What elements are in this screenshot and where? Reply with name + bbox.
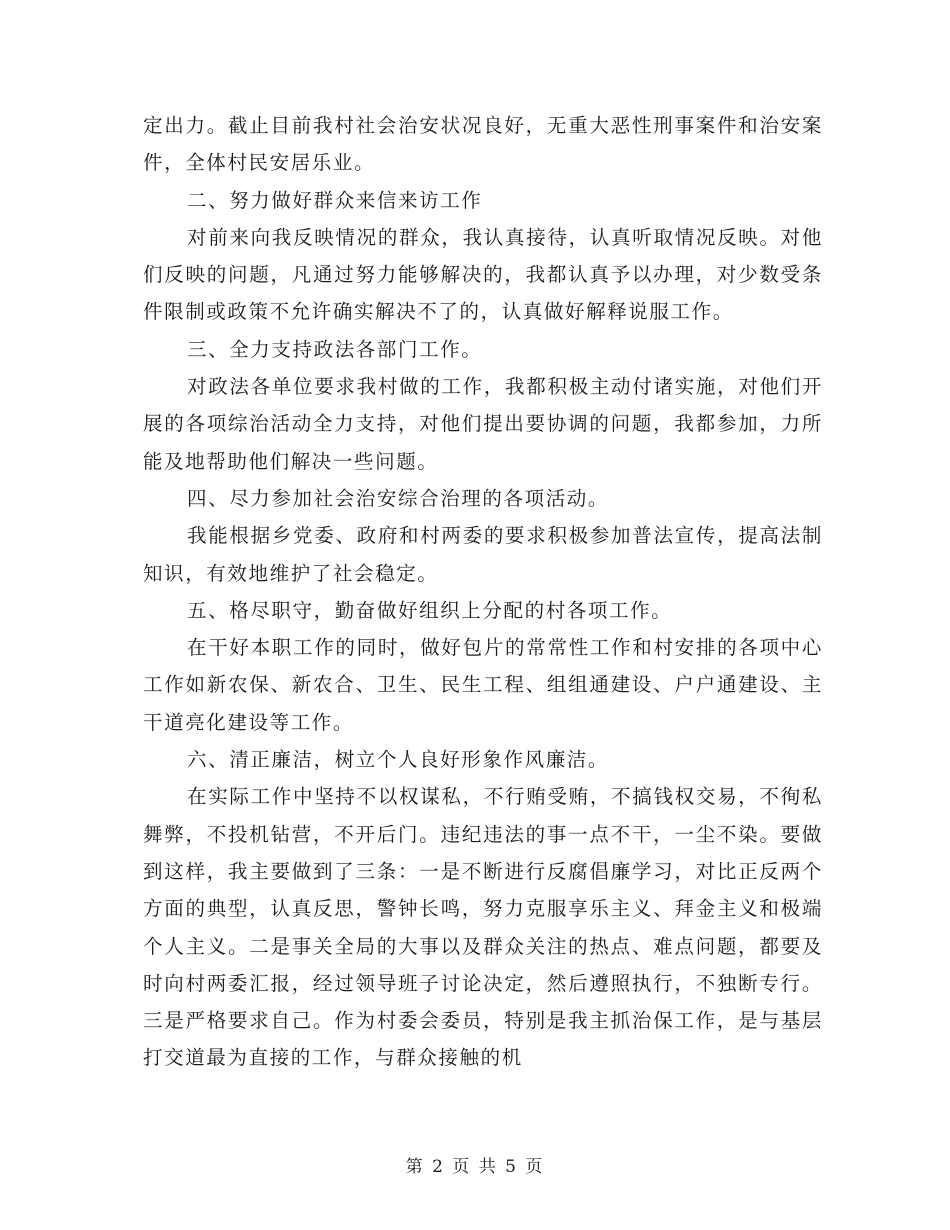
paragraph-3: 对政法各单位要求我村做的工作，我都积极主动付诸实施，对他们开展的各项综治活动全力支持，对他们提出要协调的问题，我都参加，力所能及地帮助他们解决一些问题。	[143, 375, 823, 473]
page-footer	[0, 1152, 950, 1177]
paragraph-5: 在干好本职工作的同时，做好包片的常常性工作和村安排的各项中心工作如新农保、新农合、卫生、民生工程、组组通建设、户户通建设、主干道亮化建设等工作。	[143, 636, 823, 734]
paragraph-6: 在实际工作中坚持不以权谋私，不行贿受贿，不搞钱权交易，不徇私舞弊，不投机钻营，不开后门。违纪违法的事一点不干，一尘不染。要做到这样，我主要做到了三条：一是不断进行反腐倡廉学习，对比正反两个方面的典型，认真反思，警钟长鸣，努力克服享乐主义、拜金主义和极端个人主义。二是事关全局的大事以及群众关注的热点、难点问题，都要及时向村两委汇报，经过领导班子讨论决定，然后遵照执行，不独断专行。三是严格要求自己。作为村委会委员，特别是我主抓治保工作，是与基层打交道最为直接的工作，与群众接触的机	[143, 785, 823, 1070]
document-body	[143, 107, 823, 1077]
section-heading-6: 六、清正廉洁，树立个人良好形象作风廉洁。	[187, 748, 610, 772]
section-heading-2: 二、努力做好群众来信来访工作	[187, 188, 483, 212]
page-number-label: 第 2 页 共 5 页	[405, 1157, 545, 1177]
paragraph-2: 对前来向我反映情况的群众，我认真接待，认真听取情况反映。对他们反映的问题，凡通过努力能够解决的，我都认真予以办理，对少数受条件限制或政策不允许确实解决不了的，认真做好解释说服工作。	[143, 225, 823, 324]
paragraph-1: 定出力。截止目前我村社会治安状况良好，无重大恶性刑事案件和治安案件，全体村民安居乐业。	[143, 114, 823, 175]
paragraph-4: 我能根据乡党委、政府和村两委的要求积极参加普法宣传，提高法制知识，有效地维护了社会稳定。	[143, 524, 823, 585]
section-heading-4: 四、尽力参加社会治安综合治理的各项活动。	[187, 486, 610, 510]
section-heading-3: 三、全力支持政法各部门工作。	[187, 337, 483, 361]
section-heading-5: 五、格尽职守，勤奋做好组织上分配的村各项工作。	[187, 598, 673, 622]
